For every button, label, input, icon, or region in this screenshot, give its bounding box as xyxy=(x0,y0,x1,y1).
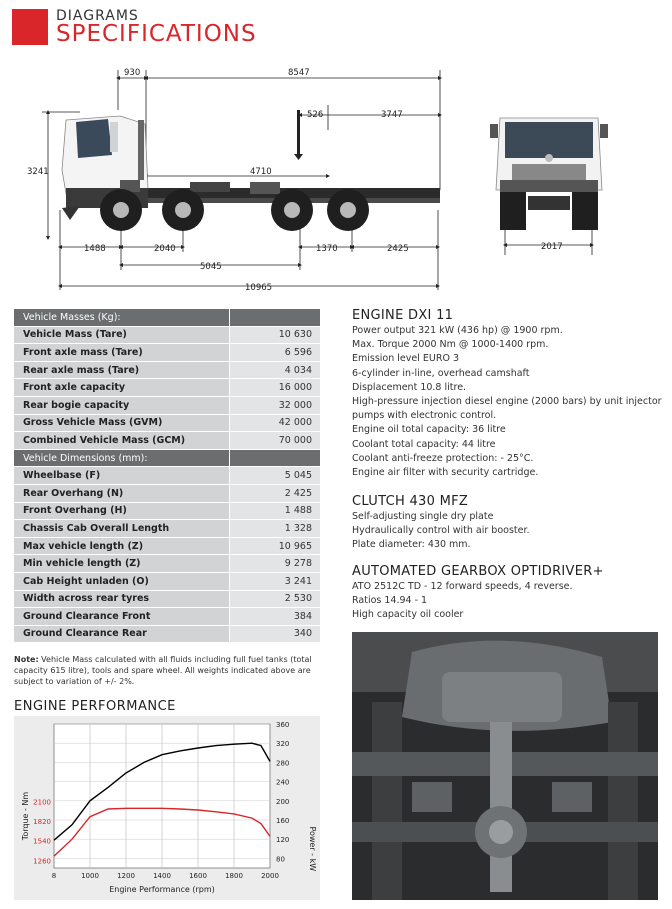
engine-performance-chart xyxy=(14,716,320,900)
engine-title: ENGINE DXI 11 xyxy=(352,308,454,323)
clutch-specs xyxy=(352,510,662,553)
spec-table xyxy=(14,309,320,643)
x-tick-label: 8 xyxy=(51,872,57,880)
row-value: 384 xyxy=(229,608,320,626)
engine-specs xyxy=(352,324,662,480)
dim-8547: 8547 xyxy=(288,68,310,78)
row-value: 70 000 xyxy=(229,432,320,450)
table-row xyxy=(14,415,320,433)
y-axis-label-right: Power - kW xyxy=(308,826,317,872)
row-label: Wheelbase (F) xyxy=(14,467,229,485)
note-label: Note: xyxy=(14,655,39,664)
spec-line: Ratios 14.94 - 1 xyxy=(352,595,428,607)
page-title: SPECIFICATIONS xyxy=(56,21,257,47)
brand-square xyxy=(12,9,48,45)
spec-line: Engine air filter with security cartridge. xyxy=(352,467,539,479)
left-tick-label: 1540 xyxy=(33,837,51,846)
x-tick-label: 1600 xyxy=(189,872,207,880)
table-row xyxy=(14,432,320,450)
dim-526: 526 xyxy=(307,110,324,120)
gearbox-title: AUTOMATED GEARBOX OPTIDRIVER+ xyxy=(352,564,604,579)
row-label: Rear axle mass (Tare) xyxy=(14,362,229,380)
table-row xyxy=(14,555,320,573)
spec-line: Coolant total capacity: 44 litre xyxy=(352,438,496,450)
table-row xyxy=(14,344,320,362)
spec-line: High capacity oil cooler xyxy=(352,609,464,621)
engine-performance-title: ENGINE PERFORMANCE xyxy=(14,699,176,714)
dim-4710: 4710 xyxy=(250,167,272,177)
row-label: Rear Overhang (N) xyxy=(14,485,229,503)
table-row xyxy=(14,327,320,345)
row-value: 5 045 xyxy=(229,467,320,485)
right-tick-label: 360 xyxy=(276,721,290,729)
group-header-label: Vehicle Masses (Kg): xyxy=(14,309,229,327)
row-label: Gross Vehicle Mass (GVM) xyxy=(14,415,229,433)
spec-line: 6-cylinder in-line, overhead camshaft xyxy=(352,367,530,379)
dim-1370: 1370 xyxy=(316,244,338,254)
row-value: 1 328 xyxy=(229,520,320,538)
spec-line: Power output 321 kW (436 hp) @ 1900 rpm. xyxy=(352,325,563,336)
spec-line: Coolant anti-freeze protection: - 25°C. xyxy=(352,452,534,464)
x-axis-label: Engine Performance (rpm) xyxy=(109,885,215,894)
note-text: Vehicle Mass calculated with all fluids including full fuel tanks (total capacity 615 litre), tools and spare wheel. All weights indicated above are subject to variation of +/- 2%. xyxy=(14,655,312,686)
left-tick-label: 1820 xyxy=(33,817,51,826)
dim-10965: 10965 xyxy=(245,283,273,293)
truck-diagram xyxy=(0,60,672,300)
y-axis-label-left: Torque - Nm xyxy=(21,791,30,841)
spec-line: Plate diameter: 430 mm. xyxy=(352,539,471,551)
row-label: Front Overhang (H) xyxy=(14,503,229,521)
right-tick-label: 160 xyxy=(276,817,290,825)
dim-5045: 5045 xyxy=(200,262,222,272)
x-tick-label: 1200 xyxy=(117,872,135,880)
row-label: Ground Clearance Front xyxy=(14,608,229,626)
row-label: Width across rear tyres xyxy=(14,591,229,609)
row-value: 42 000 xyxy=(229,415,320,433)
dim-3747: 3747 xyxy=(381,110,403,120)
table-row xyxy=(14,520,320,538)
row-value: 3 241 xyxy=(229,573,320,591)
row-value: 16 000 xyxy=(229,379,320,397)
x-tick-label: 1800 xyxy=(225,872,243,880)
dim-2425: 2425 xyxy=(387,244,409,254)
row-value: 340 xyxy=(229,626,320,644)
gearbox-specs xyxy=(352,580,662,623)
header-subtitle: DIAGRAMS xyxy=(56,8,139,24)
table-row xyxy=(14,379,320,397)
chart-svg xyxy=(14,716,320,900)
table-row xyxy=(14,573,320,591)
row-label: Rear bogie capacity xyxy=(14,397,229,415)
row-label: Ground Clearance Rear xyxy=(14,626,229,644)
spec-line: Engine oil total capacity: 36 litre xyxy=(352,424,506,436)
dim-2017: 2017 xyxy=(541,242,563,252)
table-group-header xyxy=(14,450,320,468)
row-value: 2 425 xyxy=(229,485,320,503)
row-value: 10 965 xyxy=(229,538,320,556)
truck-front-view xyxy=(490,118,608,230)
spec-line: Displacement 10.8 litre. xyxy=(352,381,467,393)
table-row xyxy=(14,538,320,556)
row-label: Chassis Cab Overall Length xyxy=(14,520,229,538)
row-value: 32 000 xyxy=(229,397,320,415)
row-label: Cab Height unladen (O) xyxy=(14,573,229,591)
group-header-blank xyxy=(229,450,320,468)
group-header-blank xyxy=(229,309,320,327)
table-row xyxy=(14,362,320,380)
right-tick-label: 80 xyxy=(276,855,285,864)
spec-line: Hydraulically control with air booster. xyxy=(352,525,530,537)
row-value: 9 278 xyxy=(229,555,320,573)
chassis-photo xyxy=(352,632,658,900)
row-label: Max vehicle length (Z) xyxy=(14,538,229,556)
left-tick-label: 2100 xyxy=(33,798,51,807)
table-row xyxy=(14,626,320,644)
row-value: 1 488 xyxy=(229,503,320,521)
row-value: 2 530 xyxy=(229,591,320,609)
table-row xyxy=(14,467,320,485)
right-tick-label: 280 xyxy=(276,759,290,768)
right-tick-label: 200 xyxy=(276,797,290,806)
left-tick-label: 1260 xyxy=(33,857,51,866)
dim-930: 930 xyxy=(124,68,141,78)
row-label: Combined Vehicle Mass (GCM) xyxy=(14,432,229,450)
row-label: Front axle mass (Tare) xyxy=(14,344,229,362)
table-row xyxy=(14,503,320,521)
dim-1488: 1488 xyxy=(84,244,106,254)
table-row xyxy=(14,397,320,415)
group-header-label: Vehicle Dimensions (mm): xyxy=(14,450,229,468)
row-value: 10 630 xyxy=(229,327,320,345)
row-label: Front axle capacity xyxy=(14,379,229,397)
x-tick-label: 1400 xyxy=(153,872,171,880)
table-row xyxy=(14,591,320,609)
row-label: Min vehicle length (Z) xyxy=(14,555,229,573)
row-label: Vehicle Mass (Tare) xyxy=(14,327,229,345)
table-row xyxy=(14,485,320,503)
x-tick-label: 2000 xyxy=(261,872,279,880)
right-tick-label: 240 xyxy=(276,778,290,787)
right-tick-label: 320 xyxy=(276,740,290,749)
spec-line: High-pressure injection diesel engine (2000 bars) by unit injector pumps with electronic control. xyxy=(352,396,662,422)
dim-3241: 3241 xyxy=(27,167,49,177)
row-value: 4 034 xyxy=(229,362,320,380)
spec-line: Self-adjusting single dry plate xyxy=(352,511,494,522)
clutch-title: CLUTCH 430 MFZ xyxy=(352,494,469,509)
spec-line: Max. Torque 2000 Nm @ 1000-1400 rpm. xyxy=(352,339,549,351)
row-value: 6 596 xyxy=(229,344,320,362)
dim-2040: 2040 xyxy=(154,244,176,254)
table-group-header xyxy=(14,309,320,327)
table-row xyxy=(14,608,320,626)
spec-line: ATO 2512C TD - 12 forward speeds, 4 reverse. xyxy=(352,581,573,592)
spec-line: Emission level EURO 3 xyxy=(352,353,459,365)
table-note xyxy=(14,654,320,687)
x-tick-label: 1000 xyxy=(81,872,99,880)
right-tick-label: 120 xyxy=(276,836,290,845)
